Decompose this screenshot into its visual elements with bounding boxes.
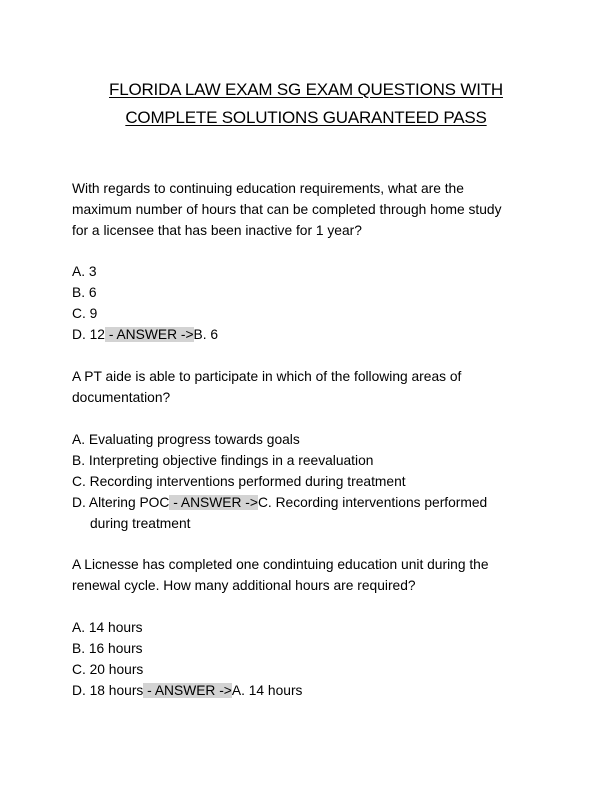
question-3-option-a: A. 14 hours [72, 620, 143, 635]
question-3-answer: A. 14 hours [231, 683, 303, 698]
question-1-stem-line-2: maximum number of hours that can be completed through home study [72, 202, 502, 217]
document-title-line-1: FLORIDA LAW EXAM SG EXAM QUESTIONS WITH [109, 80, 503, 99]
question-1-answer-marker: - ANSWER -> [104, 327, 194, 342]
question-1-option-a: A. 3 [72, 264, 97, 279]
question-3-answer-marker: - ANSWER -> [143, 683, 232, 698]
question-1-option-d-row [72, 326, 218, 344]
question-3-stem-line-1: A Licnesse has completed one condintuing education unit during the [72, 557, 489, 572]
question-2-stem-line-2: documentation? [72, 390, 171, 405]
question-3-option-d: D. 18 hours [72, 683, 144, 698]
question-2-option-a: A. Evaluating progress towards goals [72, 432, 300, 447]
question-1-stem-line-1: With regards to continuing education requirements, what are the [72, 181, 464, 196]
question-2-answer-continuation: during treatment [90, 516, 191, 531]
question-2-option-d-row [72, 494, 487, 512]
question-1-option-c: C. 9 [72, 306, 98, 321]
question-1-option-b: B. 6 [72, 285, 97, 300]
question-2-option-b: B. Interpreting objective findings in a reevaluation [72, 453, 374, 468]
document-title-line-2: COMPLETE SOLUTIONS GUARANTEED PASS [125, 108, 487, 127]
question-3-option-b: B. 16 hours [72, 641, 143, 656]
question-1-stem-line-3: for a licensee that has been inactive for 1 year? [72, 223, 362, 238]
question-2-answer: C. Recording interventions performed [257, 495, 488, 510]
question-2-stem-line-1: A PT aide is able to participate in which of the following areas of [72, 369, 462, 384]
question-2-answer-marker: - ANSWER -> [169, 495, 258, 510]
question-1-answer: B. 6 [193, 327, 219, 342]
question-3-option-c: C. 20 hours [72, 662, 144, 677]
question-3-option-d-row [72, 682, 302, 700]
question-2-option-c: C. Recording interventions performed during treatment [72, 474, 406, 489]
question-1-option-d: D. 12 [72, 327, 105, 342]
question-2-option-d: D. Altering POC [72, 495, 170, 510]
question-3-stem-line-2: renewal cycle. How many additional hours are required? [72, 578, 416, 593]
